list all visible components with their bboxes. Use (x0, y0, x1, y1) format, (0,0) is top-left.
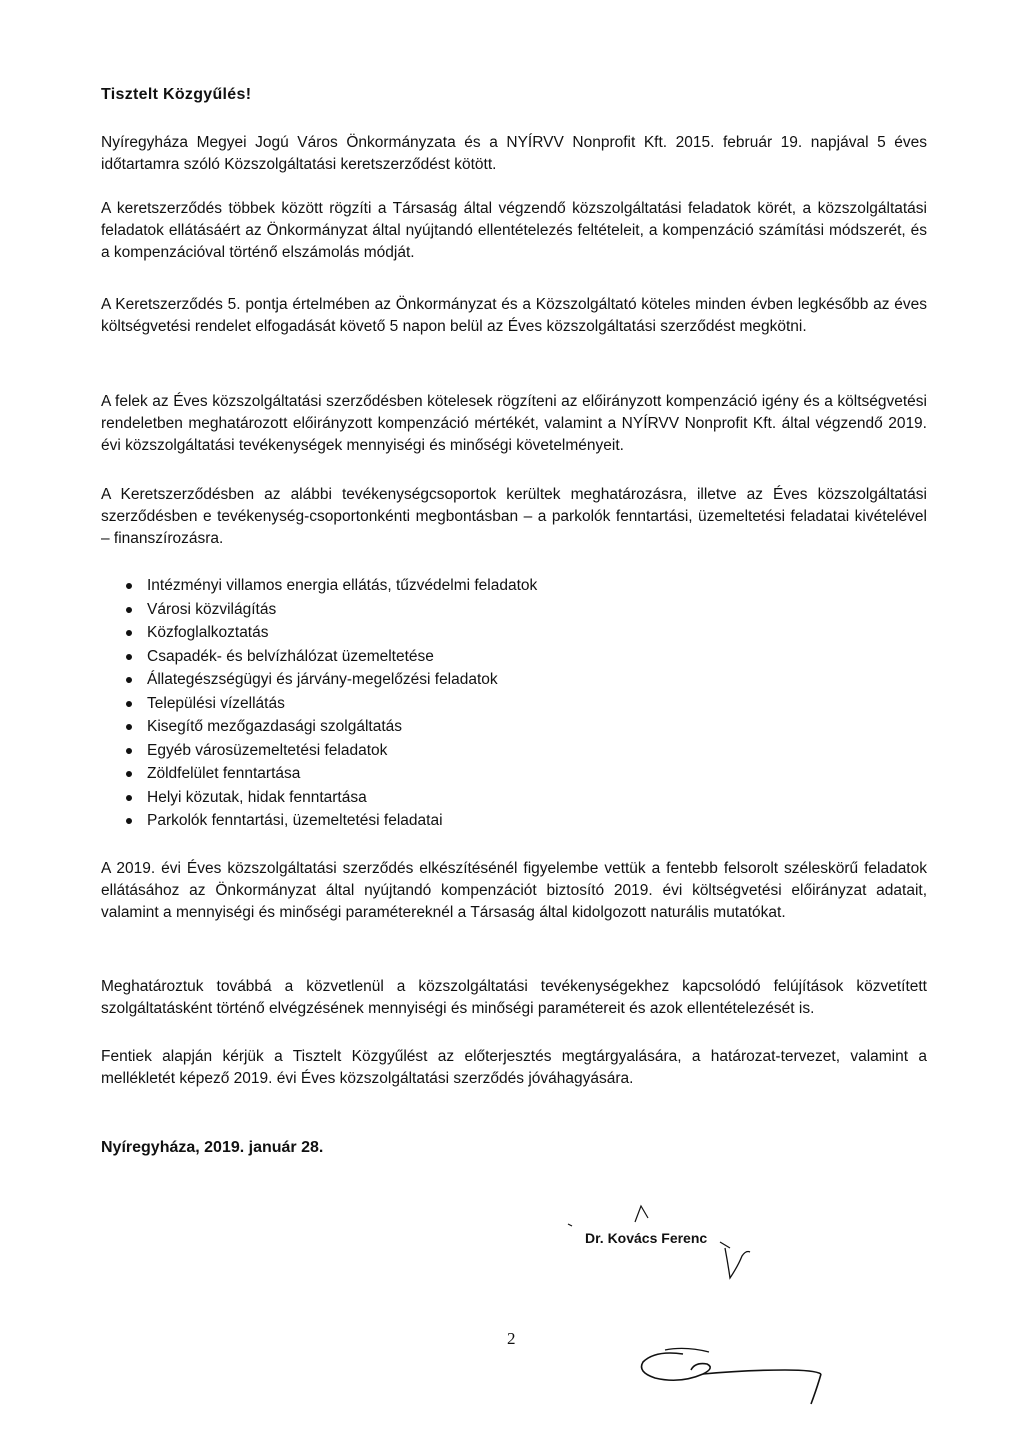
list-item: Parkolók fenntartási, üzemeltetési feladatai (101, 809, 537, 833)
paragraph-parties-obligations: A felek az Éves közszolgáltatási szerződésben kötelesek rögzíteni az előirányzott kompenzáció igény és a költségvetési rendeletben meghatározott előirányzott kompenzáció mértékét, valamint a NYÍRVV Nonprofit Kft. által végzendő 2019. évi közszolgáltatási tevékenységek mennyiségi és minőségi követelményeit. (101, 393, 927, 454)
list-item: Egyéb városüzemeltetési feladatok (101, 739, 537, 763)
signature-icon (625, 1340, 845, 1410)
list-item: Települési vízellátás (101, 692, 537, 716)
list-item: Városi közvilágítás (101, 598, 537, 622)
paragraph-request: Fentiek alapján kérjük a Tisztelt Közgyűlést az előterjesztés megtárgyalására, a határozat-tervezet, valamint a mellékletét képező 2019. évi Éves közszolgáltatási szerződés jóváhagyására. (101, 1048, 927, 1087)
list-item: Zöldfelület fenntartása (101, 762, 537, 786)
list-item: Közfoglalkoztatás (101, 621, 537, 645)
list-item: Kisegítő mezőgazdasági szolgáltatás (101, 715, 537, 739)
activity-group-list (101, 574, 537, 833)
paragraph-annual-contract-obligation: A Keretszerződés 5. pontja értelmében az Önkormányzat és a Közszolgáltató köteles minden évben legkésőbb az éves költségvetési rendelet elfogadását követő 5 napon belül az Éves közszolgáltatási szerződést megkötni. (101, 296, 927, 335)
page-number: 2 (507, 1329, 516, 1348)
paragraph-framework-contents: A keretszerződés többek között rögzíti a Társaság által végzendő közszolgáltatási feladatok körét, a közszolgáltatási feladatok ellátásáért az Önkormányzat által nyújtandó ellentételezés feltételeit, a kompenzáció számítási módszerét, és a kompenzációval történő elszámolás módját. (101, 200, 927, 261)
paragraph-activity-groups: A Keretszerződésben az alábbi tevékenységcsoportok kerültek meghatározásra, illetve az Éves közszolgáltatási szerződésben e tevékenység-csoportonkénti megbontásban – a parkolók fenntartási, üzemeltetési feladatai kivételével – finanszírozásra. (101, 486, 927, 547)
paragraph-renovations: Meghatároztuk továbbá a közvetlenül a közszolgáltatási tevékenységekhez kapcsolódó felújítások közvetített szolgáltatásként történő elvégzésének mennyiségi és minőségi paramétereit és azok ellentételezését is. (101, 978, 927, 1017)
signatory-name: Dr. Kovács Ferenc (585, 1230, 708, 1246)
list-item: Helyi közutak, hidak fenntartása (101, 786, 537, 810)
place-date: Nyíregyháza, 2019. január 28. (101, 1139, 324, 1156)
paragraph-preparation: A 2019. évi Éves közszolgáltatási szerződés elkészítésénél figyelembe vettük a fentebb felsorolt széleskörű feladatok ellátásához az Önkormányzat által nyújtandó kompenzációt biztosító 2019. évi költségvetési előirányzat adatait, valamint a mennyiségi és minőségi paramétereknél a Társaság által kidolgozott naturális mutatókat. (101, 860, 927, 921)
paragraph-contract-intro: Nyíregyháza Megyei Jogú Város Önkormányzata és a NYÍRVV Nonprofit Kft. 2015. február 19. napjával 5 éves időtartamra szóló Közszolgáltatási keretszerződést kötött. (101, 134, 927, 173)
signature-block (560, 1200, 760, 1290)
list-item: Állategészségügyi és járvány-megelőzési feladatok (101, 668, 537, 692)
list-item: Intézményi villamos energia ellátás, tűzvédelmi feladatok (101, 574, 537, 598)
salutation: Tisztelt Közgyűlés! (101, 86, 252, 103)
list-item: Csapadék- és belvízhálózat üzemeltetése (101, 645, 537, 669)
